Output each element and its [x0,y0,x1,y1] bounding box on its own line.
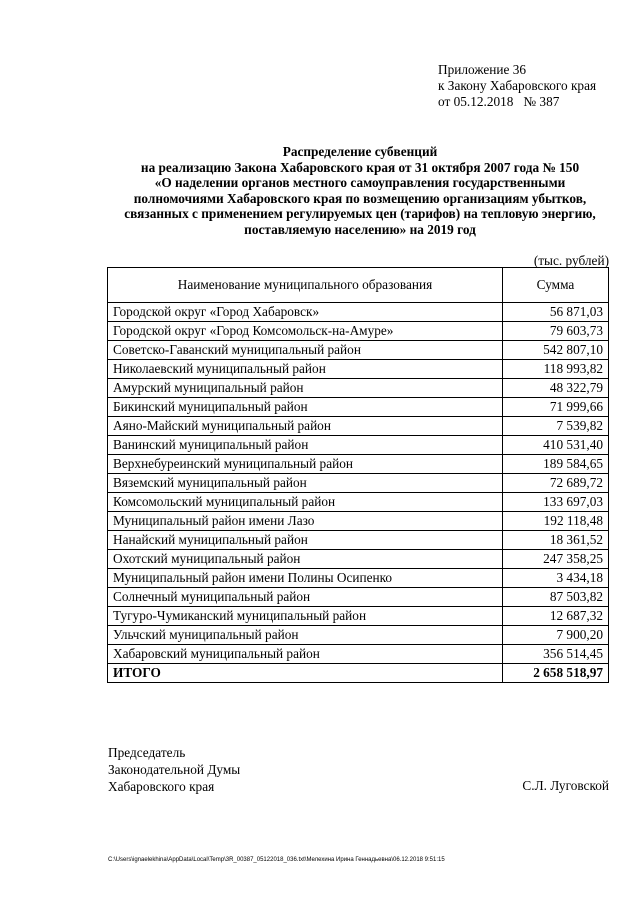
header-name: Наименование муниципального образования [108,268,503,303]
units-label: (тыс. рублей) [533,253,609,268]
amount: 247 358,25 [503,550,609,569]
file-path-footer: C:\Users\ignaelekhina\AppData\Local\Temp\3R_00387_05122018_036.txt\Мелехина Ирина Геннадьевна\06.12.2018 9:51:15 [108,857,445,863]
municipality-name: Тугуро-Чумиканский муниципальный район [108,607,503,626]
table-row [108,360,609,379]
amount: 356 514,45 [503,645,609,664]
signatory-name: С.Л. Луговской [522,778,609,793]
signature-block [108,744,240,795]
amount: 410 531,40 [503,436,609,455]
amount: 542 807,10 [503,341,609,360]
table-row [108,588,609,607]
appendix-line: к Закону Хабаровского края [438,78,597,93]
table-row [108,550,609,569]
municipality-name: Советско-Гаванский муниципальный район [108,341,503,360]
amount: 3 434,18 [503,569,609,588]
table-row [108,436,609,455]
title-line: полномочиями Хабаровского края по возмещению организациям убытков, [133,190,587,206]
title-line: связанных с применением регулируемых цен (тарифов) на тепловую энергию, [124,206,596,221]
title-line: поставляемую населению» на 2019 год [244,221,476,237]
amount: 7 539,82 [503,417,609,436]
signature-line: Председатель [108,745,186,760]
table-row [108,645,609,664]
title-line: на реализацию Закона Хабаровского края от 31 октября 2007 года № 150 [140,159,580,175]
title-line: Распределение субвенций [282,144,438,159]
signature-line: Хабаровского края [108,779,215,794]
amount: 12 687,32 [503,607,609,626]
amount: 48 322,79 [503,379,609,398]
table-header-row [108,268,609,303]
table-row [108,455,609,474]
signature-line: Законодательной Думы [108,762,241,777]
municipality-name: Аяно-Майский муниципальный район [108,417,503,436]
municipality-name: Солнечный муниципальный район [108,588,503,607]
table-row [108,531,609,550]
table-row [108,303,609,322]
amount: 189 584,65 [503,455,609,474]
table-row [108,569,609,588]
amount: 118 993,82 [503,360,609,379]
appendix-note [438,62,596,110]
municipality-name: Николаевский муниципальный район [108,360,503,379]
amount: 87 503,82 [503,588,609,607]
title-line: «О наделении органов местного самоуправления государственными [154,175,566,190]
municipality-name: Хабаровский муниципальный район [108,645,503,664]
table-row [108,398,609,417]
table-row [108,341,609,360]
amount: 72 689,72 [503,474,609,493]
amount: 7 900,20 [503,626,609,645]
document-title [100,144,620,237]
municipality-name: Городской округ «Город Хабаровск» [108,303,503,322]
total-label: ИТОГО [108,664,503,683]
amount: 79 603,73 [503,322,609,341]
municipality-name: Верхнебуреинский муниципальный район [108,455,503,474]
municipality-name: Амурский муниципальный район [108,379,503,398]
table-row [108,322,609,341]
table-row [108,379,609,398]
table-row [108,493,609,512]
municipality-name: Муниципальный район имени Лазо [108,512,503,531]
municipality-name: Нанайский муниципальный район [108,531,503,550]
total-amount: 2 658 518,97 [503,664,609,683]
amount: 56 871,03 [503,303,609,322]
municipality-name: Охотский муниципальный район [108,550,503,569]
table-row [108,607,609,626]
amount: 71 999,66 [503,398,609,417]
amount: 192 118,48 [503,512,609,531]
municipality-name: Вяземский муниципальный район [108,474,503,493]
total-row [108,664,609,683]
table-row [108,512,609,531]
table-row [108,474,609,493]
subsidy-table [107,267,609,683]
municipality-name: Ульчский муниципальный район [108,626,503,645]
appendix-line: от 05.12.2018 № 387 [438,94,560,109]
appendix-line: Приложение 36 [438,62,526,77]
municipality-name: Комсомольский муниципальный район [108,493,503,512]
municipality-name: Бикинский муниципальный район [108,398,503,417]
table-row [108,626,609,645]
municipality-name: Городской округ «Город Комсомольск-на-Амуре» [108,322,503,341]
municipality-name: Муниципальный район имени Полины Осипенко [108,569,503,588]
table-row [108,417,609,436]
amount: 18 361,52 [503,531,609,550]
header-sum: Сумма [503,268,609,303]
municipality-name: Ванинский муниципальный район [108,436,503,455]
amount: 133 697,03 [503,493,609,512]
